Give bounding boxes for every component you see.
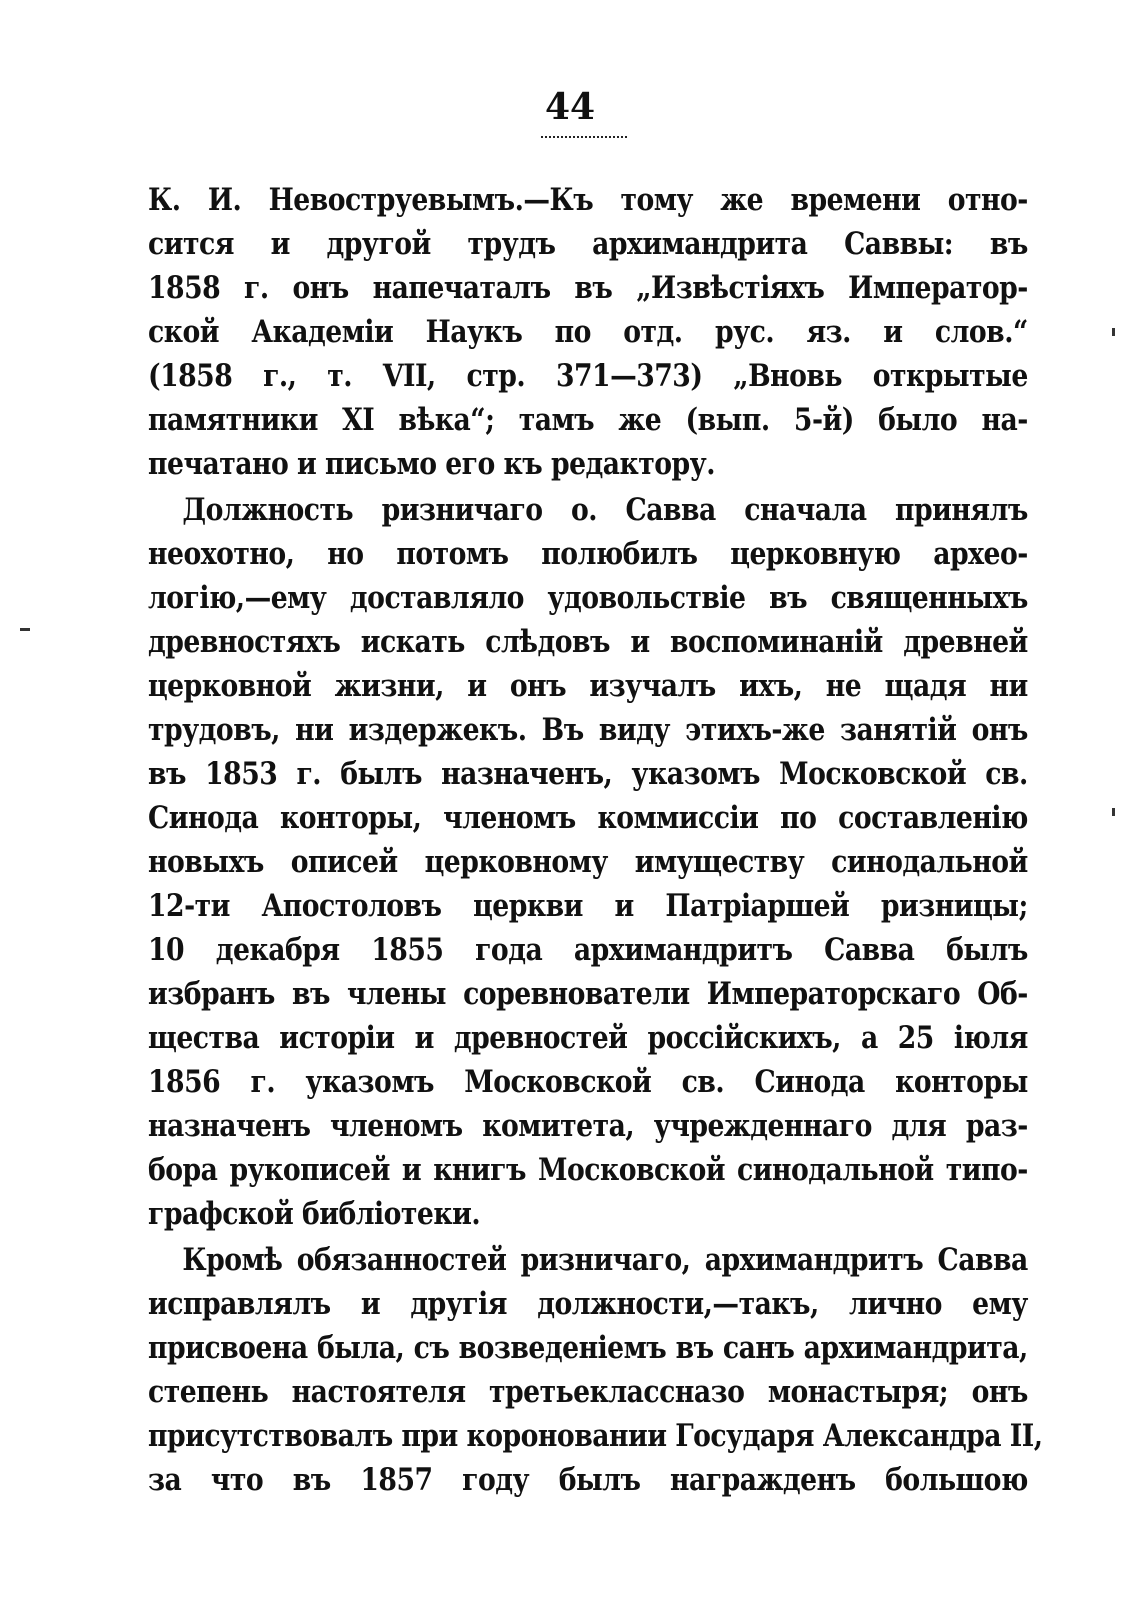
scan-speck [20, 628, 30, 631]
text-line: назначенъ членомъ комитета, учрежденнаго для раз- [148, 1108, 1028, 1144]
text-line: 1858 г. онъ напечаталъ въ „Извѣстіяхъ Император- [148, 270, 1028, 306]
body-text [148, 178, 1043, 1502]
paragraph-2 [148, 488, 1028, 1236]
text-line: (1858 г., т. VII, стр. 371—373) „Вновь открытые [148, 358, 1028, 394]
text-line: неохотно, но потомъ полюбилъ церковную архео- [148, 536, 1028, 572]
text-line: новыхъ описей церковному имуществу синодальной [148, 844, 1028, 880]
text-line: логію,—ему доставляло удовольствіе въ священныхъ [148, 580, 1028, 616]
scan-speck [1112, 808, 1115, 816]
text-line: 10 декабря 1855 года архимандритъ Савва былъ [148, 932, 1028, 968]
text-line: бора рукописей и книгъ Московской синодальной типо- [148, 1152, 1028, 1188]
page-number: 44 [544, 86, 596, 128]
text-line: 1856 г. указомъ Московской св. Синода конторы [148, 1064, 1028, 1100]
text-line: 12-ти Апостоловъ церкви и Патріаршей ризницы; [148, 888, 1028, 924]
text-line: К. И. Невоструевымъ.—Къ тому же времени отно- [148, 182, 1028, 218]
text-line: исправлялъ и другія должности,—такъ, лично ему [148, 1286, 1028, 1322]
text-line: степень настоятеля третьеклассназо монастыря; онъ [148, 1374, 1028, 1410]
text-line: памятники XI вѣка“; тамъ же (вып. 5-й) было на- [148, 402, 1028, 438]
text-line: древностяхъ искать слѣдовъ и воспоминаній древней [148, 624, 1028, 660]
text-line: за что въ 1857 году былъ награжденъ большою [148, 1462, 1028, 1498]
text-line: избранъ въ члены соревнователи Императорскаго Об- [148, 976, 1028, 1012]
text-line: сится и другой трудъ архимандрита Саввы: въ [148, 226, 1028, 262]
text-line: присутствовалъ при короновании Государя Александра II, [148, 1418, 1043, 1454]
text-line: щества исторіи и древностей россійскихъ, а 25 іюля [148, 1020, 1028, 1056]
text-line: Синода конторы, членомъ коммиссіи по составленію [148, 800, 1028, 836]
scan-speck [1112, 328, 1115, 336]
text-line: въ 1853 г. былъ назначенъ, указомъ Московской св. [148, 756, 1028, 792]
text-line: ской Академіи Наукъ по отд. рус. яз. и слов.“ [148, 314, 1028, 350]
paragraph-1 [148, 178, 1028, 486]
text-line: трудовъ, ни издержекъ. Въ виду этихъ-же занятій онъ [148, 712, 1028, 748]
text-line: церковной жизни, и онъ изучалъ ихъ, не щадя ни [148, 668, 1028, 704]
page-number-rule [541, 136, 627, 138]
text-line: Должность ризничаго о. Савва сначала принялъ [182, 492, 1028, 528]
paragraph-3 [148, 1238, 1043, 1502]
text-line: присвоена была, съ возведеніемъ въ санъ архимандрита, [148, 1330, 1028, 1366]
text-line: печатано и письмо его къ редактору. [148, 446, 716, 482]
text-line: графской библіотеки. [148, 1196, 481, 1232]
text-line: Кромѣ обязанностей ризничаго, архимандритъ Савва [182, 1242, 1028, 1278]
